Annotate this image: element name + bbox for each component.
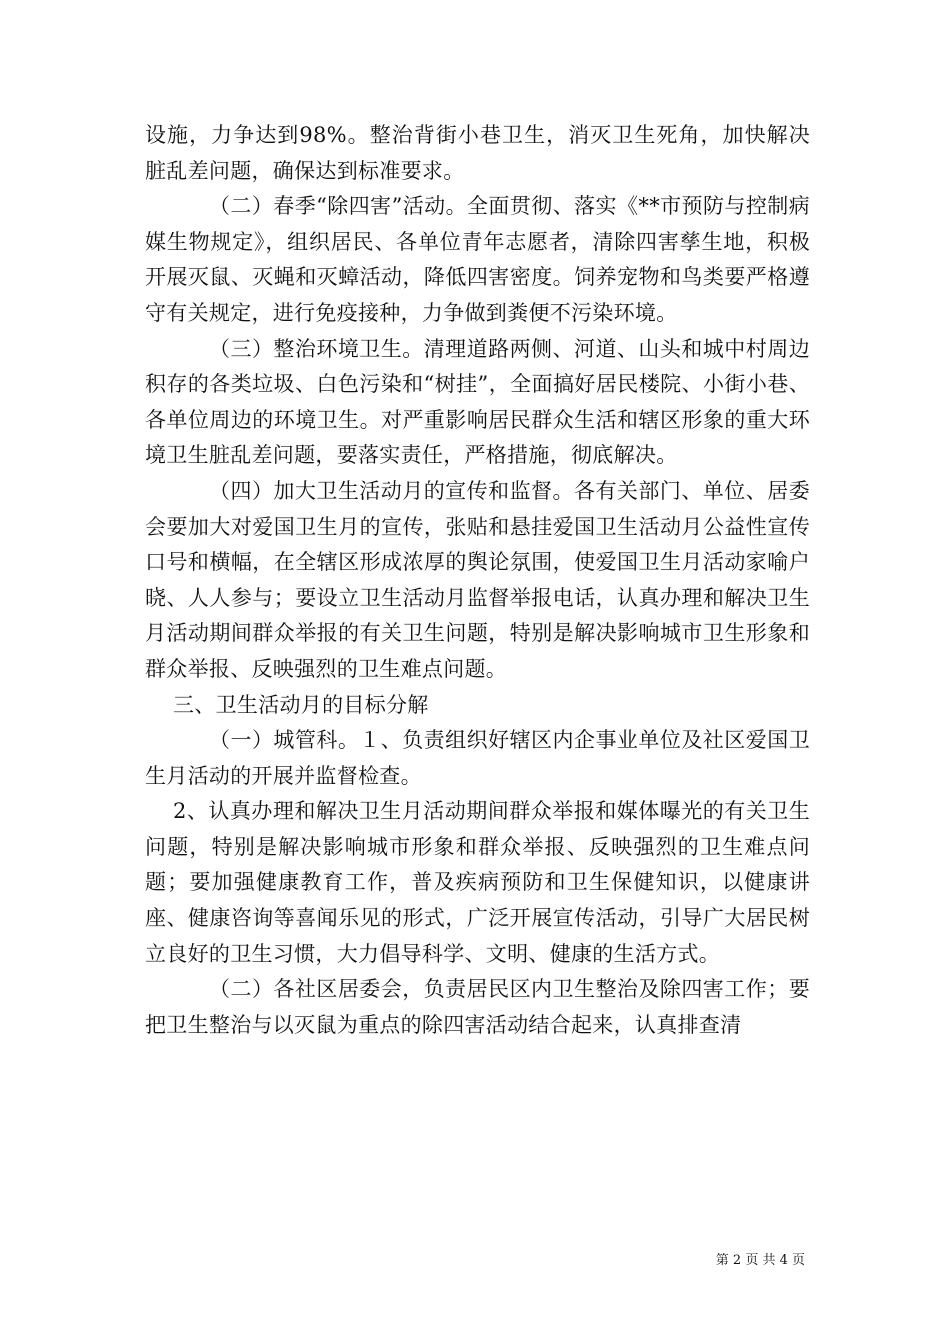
paragraph-environmental-sanitation: （三）整治环境卫生。清理道路两侧、河道、山头和城中村周边积存的各类垃圾、白色污染和“树挂”，全面搞好居民楼院、小街小巷、各单位周边的环境卫生。对严重影响居民群众生活和辖区形象的重大环境卫生脏乱差问题，要落实责任，严格措施，彻底解决。 [145, 336, 810, 468]
paragraph-community-committees: （二）各社区居委会，负责居民区内卫生整治及除四害工作；要把卫生整治与以灭鼠为重点的除四害活动结合起来，认真排查清 [145, 977, 810, 1037]
paragraph-publicity-supervision: （四）加大卫生活动月的宣传和监督。各有关部门、单位、居委会要加大对爱国卫生月的宣传，张贴和悬挂爱国卫生活动月公益性宣传口号和横幅，在全辖区形成浓厚的舆论氛围，使爱国卫生月活动家喻户晓、人人参与；要设立卫生活动月监督举报电话，认真办理和解决卫生月活动期间群众举报的有关卫生问题，特别是解决影响城市卫生形象和群众举报、反映强烈的卫生难点问题。 [145, 478, 810, 681]
paragraph-urban-management: （一）城管科。１、负责组织好辖区内企事业单位及社区爱国卫生月活动的开展并监督检查。 [145, 728, 810, 788]
paragraph-spring-pest-control: （二）春季“除四害”活动。全面贯彻、落实《**市预防与控制病媒生物规定》，组织居民、各单位青年志愿者，清除四害孳生地，积极开展灭鼠、灭蝇和灭蟑活动，降低四害密度。饲养宠物和鸟类要严格遵守有关规定，进行免疫接种，力争做到粪便不污染环境。 [145, 194, 810, 325]
paragraph-item-2: 2、认真办理和解决卫生月活动期间群众举报和媒体曝光的有关卫生问题，特别是解决影响城市形象和群众举报、反映强烈的卫生难点问题；要加强健康教育工作，普及疾病预防和卫生保健知识，以健康讲座、健康咨询等喜闻乐见的形式，广泛开展宣传活动，引导广大居民树立良好的卫生习惯，大力倡导科学、文明、健康的生活方式。 [145, 799, 810, 966]
paragraph-continuation: 设施，力争达到98%。整治背街小巷卫生，消灭卫生死角，加快解决脏乱差问题，确保达到标准要求。 [145, 123, 810, 183]
document-body [145, 118, 810, 1043]
page-number: 第 2 页 共 4 页 [715, 1253, 805, 1268]
section-heading-goal-breakdown: 三、卫生活动月的目标分解 [173, 692, 429, 717]
